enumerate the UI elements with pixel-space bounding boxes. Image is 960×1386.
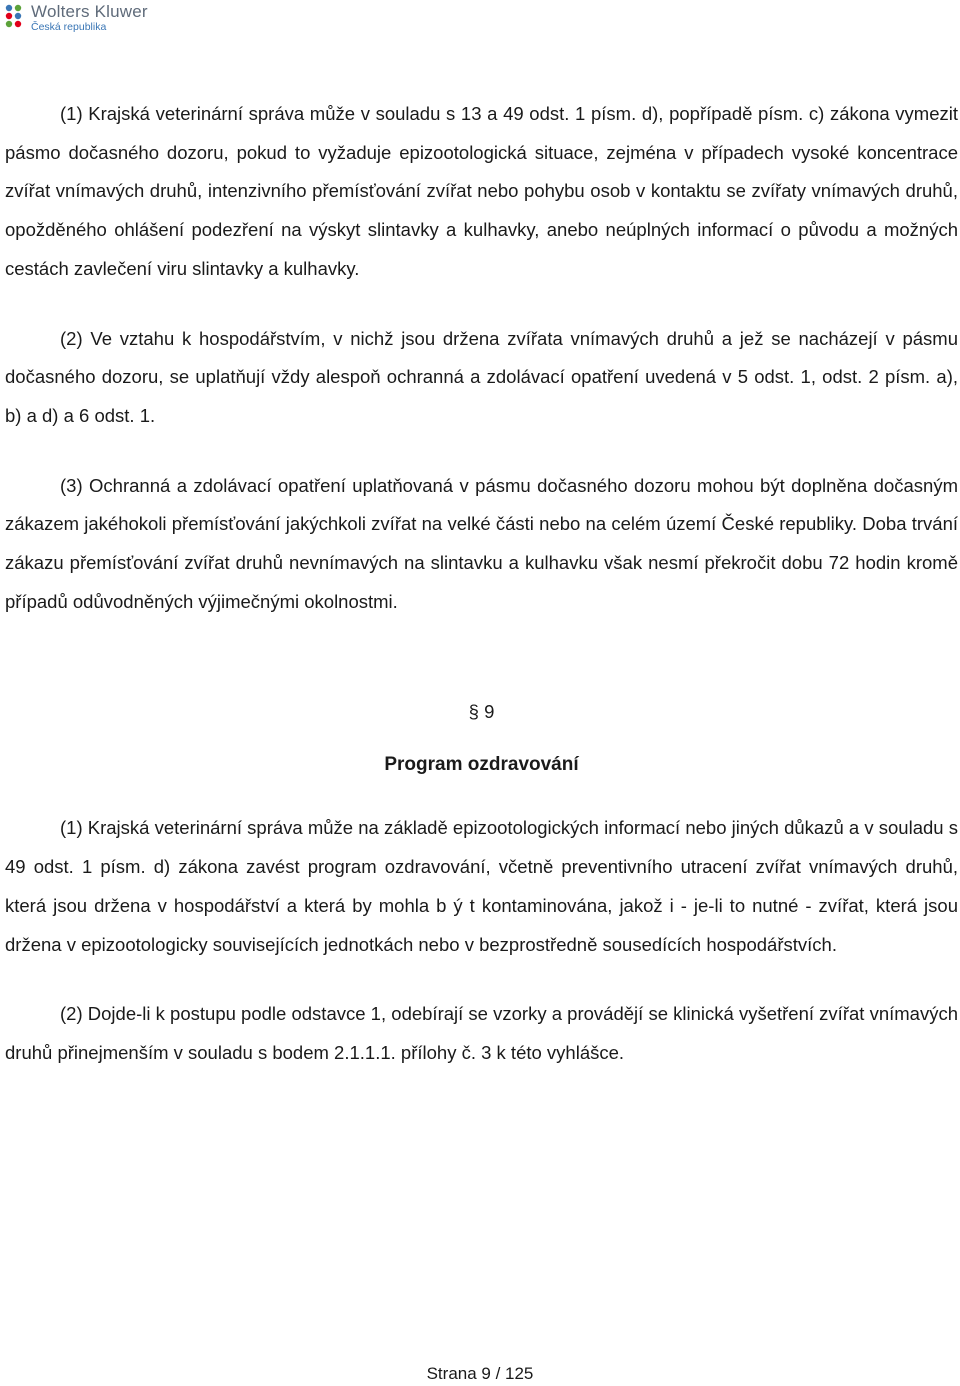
paragraph-3: (3) Ochranná a zdolávací opatření uplatňovaná v pásmu dočasného dozoru mohou být doplněna dočasným zákazem jakéhokoli přemísťování jakýchkoli zvířat na velké části nebo na celém území České republiky. Doba trvání zákazu přemísťování zvířat druhů nevnímavých na slintavku a kulhavku však nesmí překročit dobu 72 hodin kromě případů odůvodněných výjimečnými okolnostmi.: [5, 474, 958, 612]
wolters-kluwer-logo-icon: [3, 3, 25, 31]
logo-subtitle: Česká republika: [31, 21, 107, 33]
paragraph-5: (2) Dojde-li k postupu podle odstavce 1, odebírají se vzorky a provádějí se klinická vyšetření zvířat vnímavých druhů přinejmenším v souladu s bodem 2.1.1.1. přílohy č. 3 k této vyhlášce.: [5, 1003, 958, 1063]
document-body: [5, 95, 958, 1073]
paragraph-2: (2) Ve vztahu k hospodářstvím, v nichž jsou držena zvířata vnímavých druhů a jež se nacházejí v pásmu dočasného dozoru, se uplatňují vždy alespoň ochranná a zdolávací opatření uvedená v 5 odst. 1, odst. 2 písm. a), b) a d) a 6 odst. 1.: [5, 327, 958, 426]
section-heading: § 9: [468, 701, 495, 723]
logo-name: Wolters Kluwer: [31, 2, 148, 21]
paragraph-1: (1) Krajská veterinární správa může v souladu s 13 a 49 odst. 1 písm. d), popřípadě písm. c) zákona vymezit pásmo dočasného dozoru, pokud to vyžaduje epizootologická situace, zejména v případech vysoké koncentrace zvířat vnímavých druhů, intenzivního přemísťování zvířat nebo pohybu osob v kontaktu se zvířaty vnímavých druhů, opožděného ohlášení podezření na výskyt slintavky a kulhavky, anebo neúplných informací o původu a možných cestách zavlečení viru slintavky a kulhavky.: [5, 103, 958, 279]
section-number: 9: [484, 701, 495, 723]
publisher-logo: [3, 3, 148, 33]
page-number: Strana 9 / 125: [426, 1364, 534, 1383]
paragraph-4: (1) Krajská veterinární správa může na základě epizootologických informací nebo jiných důkazů a v souladu s 49 odst. 1 písm. d) zákona zavést program ozdravování, včetně preventivního utracení zvířat vnímavých druhů, která jsou držena v hospodářství a která by mohla b ý t kontaminována, jakož i - je-li to nutné - zvířat, která jsou držena v epizootologicky souvisejících jednotkách nebo v bezprostředně sousedících hospodářstvích.: [5, 817, 958, 955]
section-title: Program ozdravování: [384, 754, 579, 776]
